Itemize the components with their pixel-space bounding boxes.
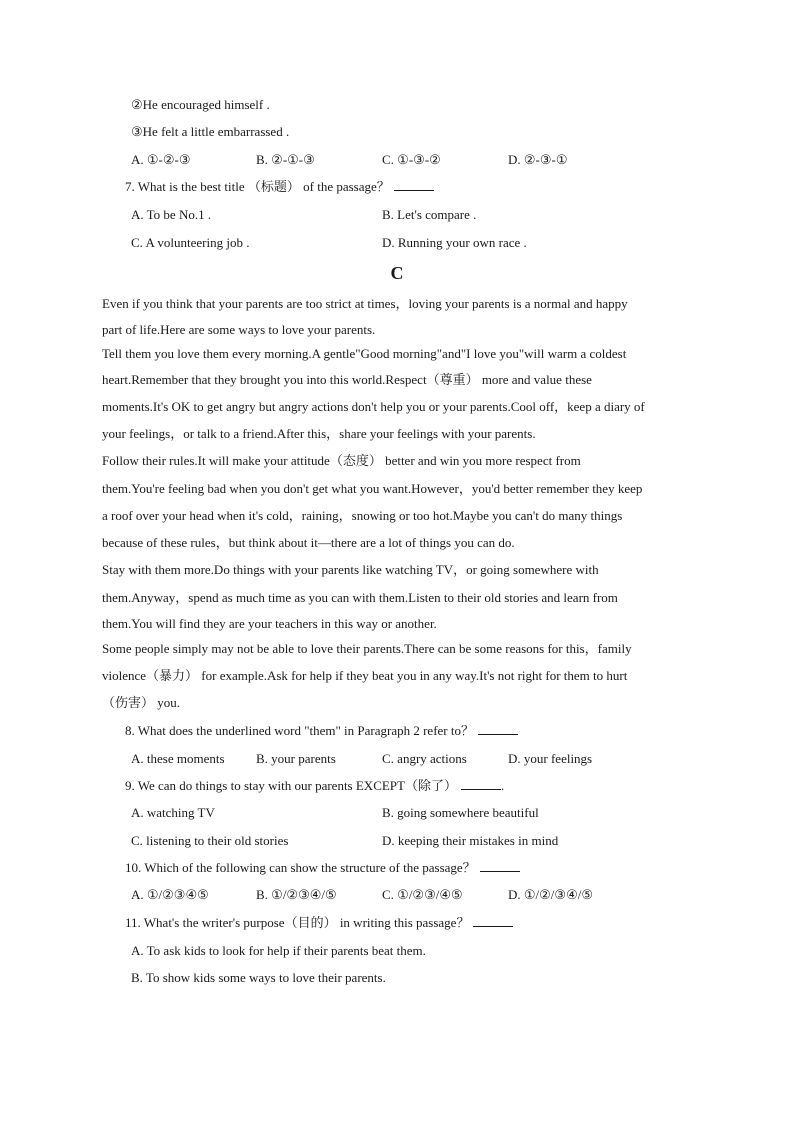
q10-stem-text: 10. Which of the following can show the structure of the passage？ — [125, 860, 476, 875]
q11-option-a[interactable]: A. To ask kids to look for help if their parents beat them. — [131, 943, 426, 958]
q9-stem-tail: . — [500, 778, 505, 793]
q7-option-d[interactable]: D. Running your own race . — [382, 235, 527, 250]
q8-answer-blank[interactable] — [478, 722, 518, 735]
section-heading: C — [390, 263, 404, 283]
q10-option-b[interactable]: B. ①/②③④/⑤ — [256, 887, 337, 902]
q9-answer-blank[interactable] — [461, 777, 501, 790]
passage-line: them.You're feeling bad when you don't get what you want.However，you'd better remember they keep — [102, 481, 643, 496]
q6-option-d[interactable]: D. ②-③-① — [508, 152, 568, 167]
q8-stem-text: 8. What does the underlined word "them" in Paragraph 2 refer to？ — [125, 723, 474, 738]
q9-option-d[interactable]: D. keeping their mistakes in mind — [382, 833, 559, 848]
q9-option-a[interactable]: A. watching TV — [131, 805, 215, 820]
q6-item-3: ③He felt a little embarrassed . — [131, 124, 290, 139]
q6-item-2: ②He encouraged himself . — [131, 97, 270, 112]
passage-line: them.Anyway，spend as much time as you can with them.Listen to their old stories and learn from — [102, 590, 618, 605]
q8-option-a[interactable]: A. these moments — [131, 751, 225, 766]
q10-option-d[interactable]: D. ①/②/③④/⑤ — [508, 887, 593, 902]
q9-option-c[interactable]: C. listening to their old stories — [131, 833, 289, 848]
q10-option-a[interactable]: A. ①/②③④⑤ — [131, 887, 209, 902]
q11-answer-blank[interactable] — [473, 914, 513, 927]
q10-option-c[interactable]: C. ①/②③/④⑤ — [382, 887, 463, 902]
q8-option-c[interactable]: C. angry actions — [382, 751, 467, 766]
passage-line: because of these rules，but think about it—there are a lot of things you can do. — [102, 535, 515, 550]
q9-stem — [125, 777, 504, 795]
q7-stem-text: 7. What is the best title （标题） of the passage？ — [125, 179, 390, 194]
q11-option-b[interactable]: B. To show kids some ways to love their parents. — [131, 970, 386, 985]
q9-option-b[interactable]: B. going somewhere beautiful — [382, 805, 539, 820]
q10-answer-blank[interactable] — [480, 859, 520, 872]
q6-option-c[interactable]: C. ①-③-② — [382, 152, 441, 167]
q7-stem — [125, 178, 434, 196]
passage-line: （伤害） you. — [102, 695, 181, 710]
q6-option-b[interactable]: B. ②-①-③ — [256, 152, 315, 167]
passage-line: Some people simply may not be able to love their parents.There can be some reasons for this，family — [102, 641, 632, 656]
passage-line: Stay with them more.Do things with your parents like watching TV，or going somewhere with — [102, 562, 599, 577]
q8-option-d[interactable]: D. your feelings — [508, 751, 593, 766]
q11-stem — [125, 914, 513, 932]
q8-stem — [125, 722, 518, 740]
passage-line: Follow their rules.It will make your attitude（态度） better and win you more respect from — [102, 453, 581, 468]
q6-option-a[interactable]: A. ①-②-③ — [131, 152, 191, 167]
passage-line: moments.It's OK to get angry but angry actions don't help you or your parents.Cool off，keep a diary of — [102, 399, 645, 414]
q9-stem-text: 9. We can do things to stay with our parents EXCEPT（除了） — [125, 778, 457, 793]
passage-line: a roof over your head when it's cold，raining，snowing or too hot.Maybe you can't do many things — [102, 508, 623, 523]
q7-option-c[interactable]: C. A volunteering job . — [131, 235, 250, 250]
q8-option-b[interactable]: B. your parents — [256, 751, 336, 766]
passage-line: heart.Remember that they brought you into this world.Respect（尊重） more and value these — [102, 372, 592, 387]
q7-answer-blank[interactable] — [394, 178, 434, 191]
passage-line: violence（暴力） for example.Ask for help if they beat you in any way.It's not right for them to hurt — [102, 668, 628, 683]
q7-option-a[interactable]: A. To be No.1 . — [131, 207, 212, 222]
passage-line: Even if you think that your parents are too strict at times，loving your parents is a normal and happy — [102, 296, 628, 311]
q7-option-b[interactable]: B. Let's compare . — [382, 207, 477, 222]
q11-stem-text: 11. What's the writer's purpose（目的） in writing this passage？ — [125, 915, 470, 930]
q10-stem — [125, 859, 520, 877]
passage-line: part of life.Here are some ways to love your parents. — [102, 322, 376, 337]
passage-line: your feelings，or talk to a friend.After this，share your feelings with your parents. — [102, 426, 536, 441]
passage-line: Tell them you love them every morning.A gentle"Good morning"and"I love you"will warm a coldest — [102, 346, 627, 361]
passage-line: them.You will find they are your teachers in this way or another. — [102, 616, 437, 631]
